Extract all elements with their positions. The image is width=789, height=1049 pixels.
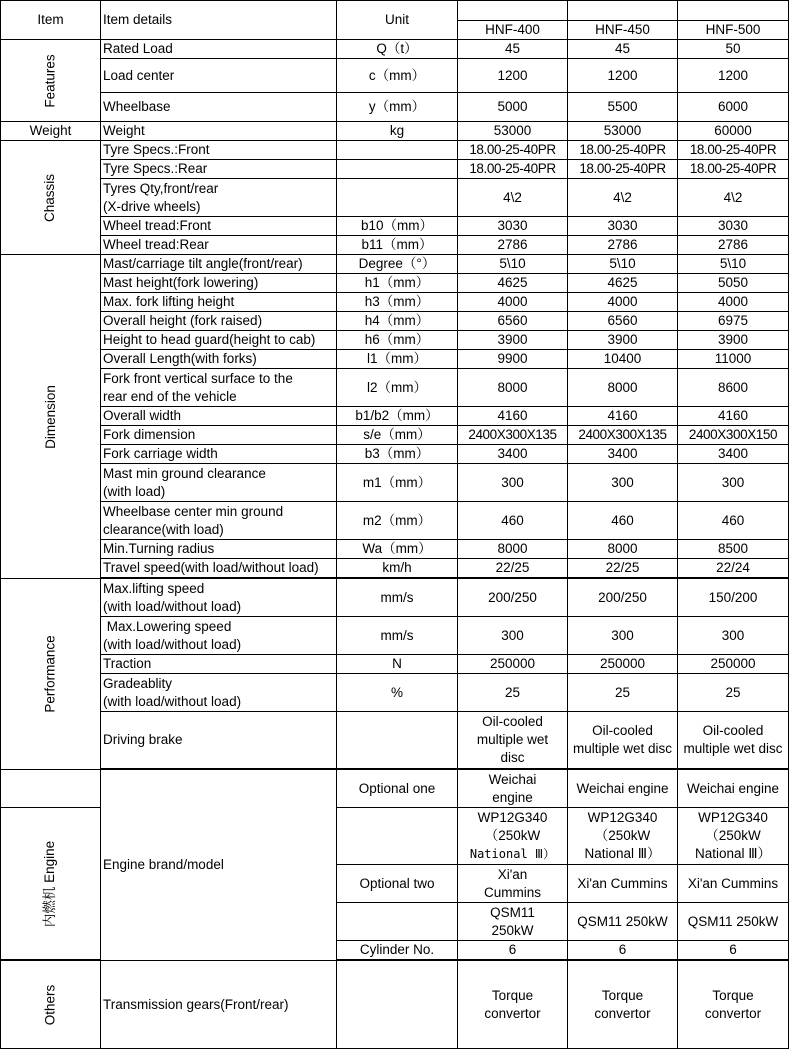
row-label: Travel speed(with load/without load) (101, 559, 337, 578)
row-value: 18.00-25-40PR (678, 160, 789, 179)
engine-blank (1, 770, 101, 808)
row-label: Wheel tread:Rear (101, 236, 337, 255)
engine-cylinder-label: Cylinder No. (337, 941, 458, 960)
row-value: 250000 (568, 655, 678, 674)
row-value: 45 (568, 40, 678, 59)
row-value: 22/25 (458, 559, 568, 578)
row-value: 300 (568, 617, 678, 655)
row-value: 1200 (458, 59, 568, 93)
row-value: 10400 (568, 350, 678, 369)
category-others: Others (1, 961, 101, 1049)
row-label: Wheel tread:Front (101, 217, 337, 236)
row-value: 250000 (458, 655, 568, 674)
category-chassis: Chassis (1, 141, 101, 255)
row-value: 8000 (458, 540, 568, 559)
row-value: 4625 (458, 274, 568, 293)
row-unit: h4（mm） (337, 312, 458, 331)
category-engine: 内燃机 Engine (1, 808, 101, 960)
row-label: Wheelbase center min ground clearance(with load) (101, 502, 337, 540)
row-value: 2400X300X135 (458, 426, 568, 445)
row-value: 5\10 (458, 255, 568, 274)
row-value: 6000 (678, 93, 789, 122)
row-value: 6975 (678, 312, 789, 331)
row-unit: Wa（mm） (337, 540, 458, 559)
row-label: Mast/carriage tilt angle(front/rear) (101, 255, 337, 274)
row-value: 50 (678, 40, 789, 59)
row-label: Tyres Qty,front/rear (X-drive wheels) (101, 179, 337, 217)
row-value: 3400 (678, 445, 789, 464)
row-label: Min.Turning radius (101, 540, 337, 559)
row-value: 22/24 (678, 559, 789, 578)
row-value: 200/250 (458, 579, 568, 617)
row-value: 25 (458, 674, 568, 712)
engine-opt1-model-unit (337, 808, 458, 865)
engine-value: 6 (458, 941, 568, 960)
engine-value: 6 (678, 941, 789, 960)
row-value: 300 (458, 464, 568, 502)
header-item-details: Item details (101, 1, 337, 40)
row-value: 18.00-25-40PR (568, 160, 678, 179)
row-value: 5050 (678, 274, 789, 293)
header-unit: Unit (337, 1, 458, 40)
row-value: 53000 (458, 122, 568, 141)
header-model: HNF-450 (568, 21, 678, 40)
engine-value: QSM11 250kW (678, 903, 789, 941)
row-unit: s/e（mm） (337, 426, 458, 445)
category-dimension: Dimension (1, 255, 101, 579)
row-unit: Degree（°） (337, 255, 458, 274)
row-value: Oil-cooled multiple wet disc (678, 712, 789, 769)
row-unit: mm/s (337, 579, 458, 617)
category-features: Features (1, 40, 101, 122)
engine-value: Weichai engine (568, 770, 678, 808)
row-unit: m2（mm） (337, 502, 458, 540)
row-value: 300 (678, 617, 789, 655)
row-label: Tyre Specs.:Rear (101, 160, 337, 179)
row-value: 8000 (458, 369, 568, 407)
row-value: 2400X300X150 (678, 426, 789, 445)
row-value: 3030 (568, 217, 678, 236)
row-label: Fork front vertical surface to the rear end of the vehicle (101, 369, 337, 407)
row-unit: l2（mm） (337, 369, 458, 407)
row-unit: h1（mm） (337, 274, 458, 293)
row-value: 3900 (458, 331, 568, 350)
row-value: 4\2 (458, 179, 568, 217)
row-value: 4625 (568, 274, 678, 293)
row-label: Overall height (fork raised) (101, 312, 337, 331)
row-unit: m1（mm） (337, 464, 458, 502)
engine-value: WP12G340 （250kW National Ⅲ） (568, 808, 678, 865)
row-label: Overall Length(with forks) (101, 350, 337, 369)
row-label: Height to head guard(height to cab) (101, 331, 337, 350)
row-value: 2786 (568, 236, 678, 255)
row-value: 300 (568, 464, 678, 502)
row-unit: h3（mm） (337, 293, 458, 312)
row-value: 1200 (568, 59, 678, 93)
row-value: Torque convertor (568, 961, 678, 1049)
row-value: 25 (678, 674, 789, 712)
engine-label: Engine brand/model (101, 770, 337, 961)
row-value: 5500 (568, 93, 678, 122)
engine-value: QSM11 250kW (568, 903, 678, 941)
row-value: 3400 (458, 445, 568, 464)
row-unit: h6（mm） (337, 331, 458, 350)
row-value: 3900 (568, 331, 678, 350)
row-unit: b11（mm） (337, 236, 458, 255)
row-label: Fork carriage width (101, 445, 337, 464)
row-unit: km/h (337, 559, 458, 578)
row-value: 4\2 (568, 179, 678, 217)
row-value: Oil-cooled multiple wet disc (458, 712, 568, 769)
row-value: 460 (458, 502, 568, 540)
row-unit: Q（t） (337, 40, 458, 59)
row-value: 4160 (458, 407, 568, 426)
row-value: 4160 (678, 407, 789, 426)
row-value: 8000 (568, 369, 678, 407)
row-value: 1200 (678, 59, 789, 93)
row-label: Wheelbase (101, 93, 337, 122)
row-value: 53000 (568, 122, 678, 141)
row-value: 4000 (458, 293, 568, 312)
row-label: Driving brake (101, 712, 337, 769)
row-unit: N (337, 655, 458, 674)
engine-opt2-model-unit (337, 903, 458, 941)
row-value: 3900 (678, 331, 789, 350)
row-value: 60000 (678, 122, 789, 141)
row-unit (337, 179, 458, 217)
engine-opt1: Optional one (337, 770, 458, 808)
row-value: 300 (678, 464, 789, 502)
row-value: 150/200 (678, 579, 789, 617)
row-value: 2786 (678, 236, 789, 255)
row-value: 6560 (458, 312, 568, 331)
row-unit (337, 141, 458, 160)
row-unit (337, 961, 458, 1049)
header-blank (678, 1, 789, 21)
row-value: 460 (568, 502, 678, 540)
row-label: Max. fork lifting height (101, 293, 337, 312)
row-value: 3400 (568, 445, 678, 464)
row-unit: y（mm） (337, 93, 458, 122)
row-label: Mast height(fork lowering) (101, 274, 337, 293)
row-unit: b3（mm） (337, 445, 458, 464)
header-blank (458, 1, 568, 21)
row-value: 4000 (678, 293, 789, 312)
header-model: HNF-500 (678, 21, 789, 40)
row-value: 200/250 (568, 579, 678, 617)
row-label: Max.lifting speed (with load/without load) (101, 579, 337, 617)
engine-value: WP12G340 （250kW National Ⅲ） (678, 808, 789, 865)
engine-opt2: Optional two (337, 865, 458, 903)
row-unit: c（mm） (337, 59, 458, 93)
row-label: Tyre Specs.:Front (101, 141, 337, 160)
engine-value: Weichai engine (678, 770, 789, 808)
row-value: 5\10 (678, 255, 789, 274)
row-unit (337, 712, 458, 769)
row-value: 5000 (458, 93, 568, 122)
row-label: Gradeablity (with load/without load) (101, 674, 337, 712)
row-label: Traction (101, 655, 337, 674)
row-value: 18.00-25-40PR (678, 141, 789, 160)
row-value: Torque convertor (458, 961, 568, 1049)
category-performance: Performance (1, 579, 101, 770)
row-value: 8600 (678, 369, 789, 407)
row-label: Mast min ground clearance (with load) (101, 464, 337, 502)
row-label: Overall width (101, 407, 337, 426)
row-value: 18.00-25-40PR (458, 160, 568, 179)
engine-value: Weichai engine (458, 770, 568, 808)
row-value: 4000 (568, 293, 678, 312)
row-value: 18.00-25-40PR (458, 141, 568, 160)
row-unit: b1/b2（mm） (337, 407, 458, 426)
engine-value: Xi'an Cummins (678, 865, 789, 903)
row-value: Oil-cooled multiple wet disc (568, 712, 678, 769)
row-value: 3030 (458, 217, 568, 236)
row-value: 8000 (568, 540, 678, 559)
engine-value: 6 (568, 941, 678, 960)
row-value: 22/25 (568, 559, 678, 578)
row-label: Rated Load (101, 40, 337, 59)
row-value: 6560 (568, 312, 678, 331)
row-unit: kg (337, 122, 458, 141)
row-value: 25 (568, 674, 678, 712)
row-unit: % (337, 674, 458, 712)
row-value: 4\2 (678, 179, 789, 217)
row-label: Load center (101, 59, 337, 93)
row-value: Torque convertor (678, 961, 789, 1049)
row-value: 4160 (568, 407, 678, 426)
header-blank (568, 1, 678, 21)
row-label: Transmission gears(Front/rear) (101, 961, 337, 1049)
engine-value: WP12G340 （250kW National Ⅲ） (458, 808, 568, 865)
header-item: Item (1, 1, 101, 40)
row-value: 300 (458, 617, 568, 655)
row-unit: l1（mm） (337, 350, 458, 369)
row-value: 2400X300X135 (568, 426, 678, 445)
row-unit (337, 160, 458, 179)
row-value: 9900 (458, 350, 568, 369)
row-value: 45 (458, 40, 568, 59)
row-value: 18.00-25-40PR (568, 141, 678, 160)
engine-value: Xi'an Cummins (568, 865, 678, 903)
row-value: 2786 (458, 236, 568, 255)
row-unit: b10（mm） (337, 217, 458, 236)
row-label: Max.Lowering speed (with load/without load) (101, 617, 337, 655)
row-unit: mm/s (337, 617, 458, 655)
engine-value: Xi'an Cummins (458, 865, 568, 903)
row-value: 3030 (678, 217, 789, 236)
row-value: 8500 (678, 540, 789, 559)
row-value: 460 (678, 502, 789, 540)
row-value: 11000 (678, 350, 789, 369)
row-value: 5\10 (568, 255, 678, 274)
row-label: Weight (101, 122, 337, 141)
engine-value: QSM11 250kW (458, 903, 568, 941)
category-weight: Weight (1, 122, 101, 141)
header-model: HNF-400 (458, 21, 568, 40)
row-value: 250000 (678, 655, 789, 674)
row-label: Fork dimension (101, 426, 337, 445)
